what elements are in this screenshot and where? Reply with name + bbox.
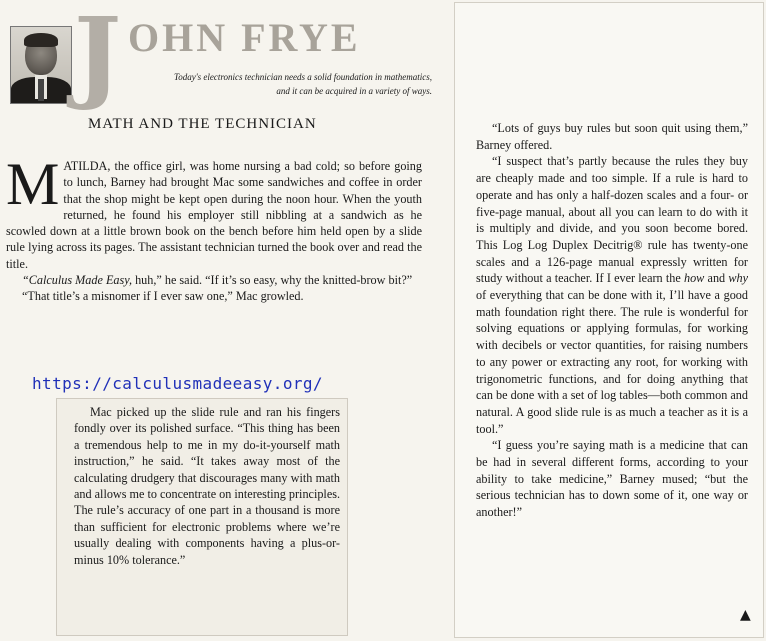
right-column xyxy=(476,120,748,521)
inset-paragraph: Mac picked up the slide rule and ran his fingers fondly over its polished surface. “This thing has been a tremendous help to me in my do-it-yourself math instruction,” he said. “It takes away most of the calculating drudgery that discourages many with math and allows me to concentrate on interesting principles. The rule’s accuracy of one part in a thousand is more than sufficient for electronic problems where we’re usually dealing with components having a plus-or-minus 10% tolerance.” xyxy=(74,405,341,567)
end-mark-icon: ▲ xyxy=(740,607,751,623)
article-headline: MATH AND THE TECHNICIAN xyxy=(88,116,317,132)
paragraph-2 xyxy=(6,272,422,288)
book-title: “Calculus Made Easy, xyxy=(22,273,133,288)
emphasis-why: why xyxy=(728,271,748,286)
right-paragraph-2b: of everything that can be done with it, I’ll have a good math foundation right there. The rule is wonderful for solving equations or applying formulas, for working with decibels or vector quantities, for raising numbers to any power or extracting any root, for working with trigonometric functions, and for doing anything that can be done with a set of log tables—both common and natural. A good slide rule is as much a teacher as it is a tool.” xyxy=(476,288,748,436)
tagline: Today's electronics technician needs a solid foundation in mathematics, and it can be acquired in a variety of ways. xyxy=(174,72,432,96)
paragraph-1 xyxy=(6,151,422,272)
byline-initial: J xyxy=(74,0,122,113)
right-paragraph-2a: “I suspect that’s partly because the rules they buy are cheaply made and too simple. If a rule is hard to operate and has only a half-dozen scales and a four- or five-page manual, about all you can learn to do with it is multiply and divide, and you soon become bored. This Log Log Duplex Decitrig® rule has twenty-one scales and a 126-page manual expressly written for study without a teacher. If I ever learn the xyxy=(476,154,748,286)
right-paragraph-2 xyxy=(476,153,748,437)
author-photo xyxy=(10,26,72,104)
conjunction-and: and xyxy=(704,271,729,286)
left-column xyxy=(6,151,422,305)
drop-cap: M xyxy=(6,151,60,217)
right-paragraph-3: “I guess you’re saying math is a medicine that can be had in several different forms, according to your ability to take medicine,” Barney mused; “but the serious technician has to down some of it, one way or another!” xyxy=(476,438,748,520)
emphasis-how: how xyxy=(683,271,705,286)
paragraph-1-text: ATILDA, the office girl, was home nursing a bad cold; so before going to lunch, Barney had brought Mac some sandwiches and coffee in order that the shop might be kept open during the noon hour. When the youth returned, he found his employer still nibbling at a sandwich as he scowled down at a little brown book on the bench before him held open by a slide rule lying across its pages. The assistant technician turned the book over and read the title. xyxy=(6,159,422,271)
byline: OHN FRYE xyxy=(128,15,361,60)
inset-text xyxy=(74,404,340,568)
paragraph-2-text: huh,” he said. “If it’s so easy, why the knitted-brow bit?” xyxy=(132,273,413,288)
right-paragraph-1: “Lots of guys buy rules but soon quit using them,” Barney offered. xyxy=(476,121,748,152)
url-link[interactable]: https://calculusmadeeasy.org/ xyxy=(32,374,323,393)
paragraph-3: “That title’s a misnomer if I ever saw one,” Mac growled. xyxy=(22,289,304,304)
